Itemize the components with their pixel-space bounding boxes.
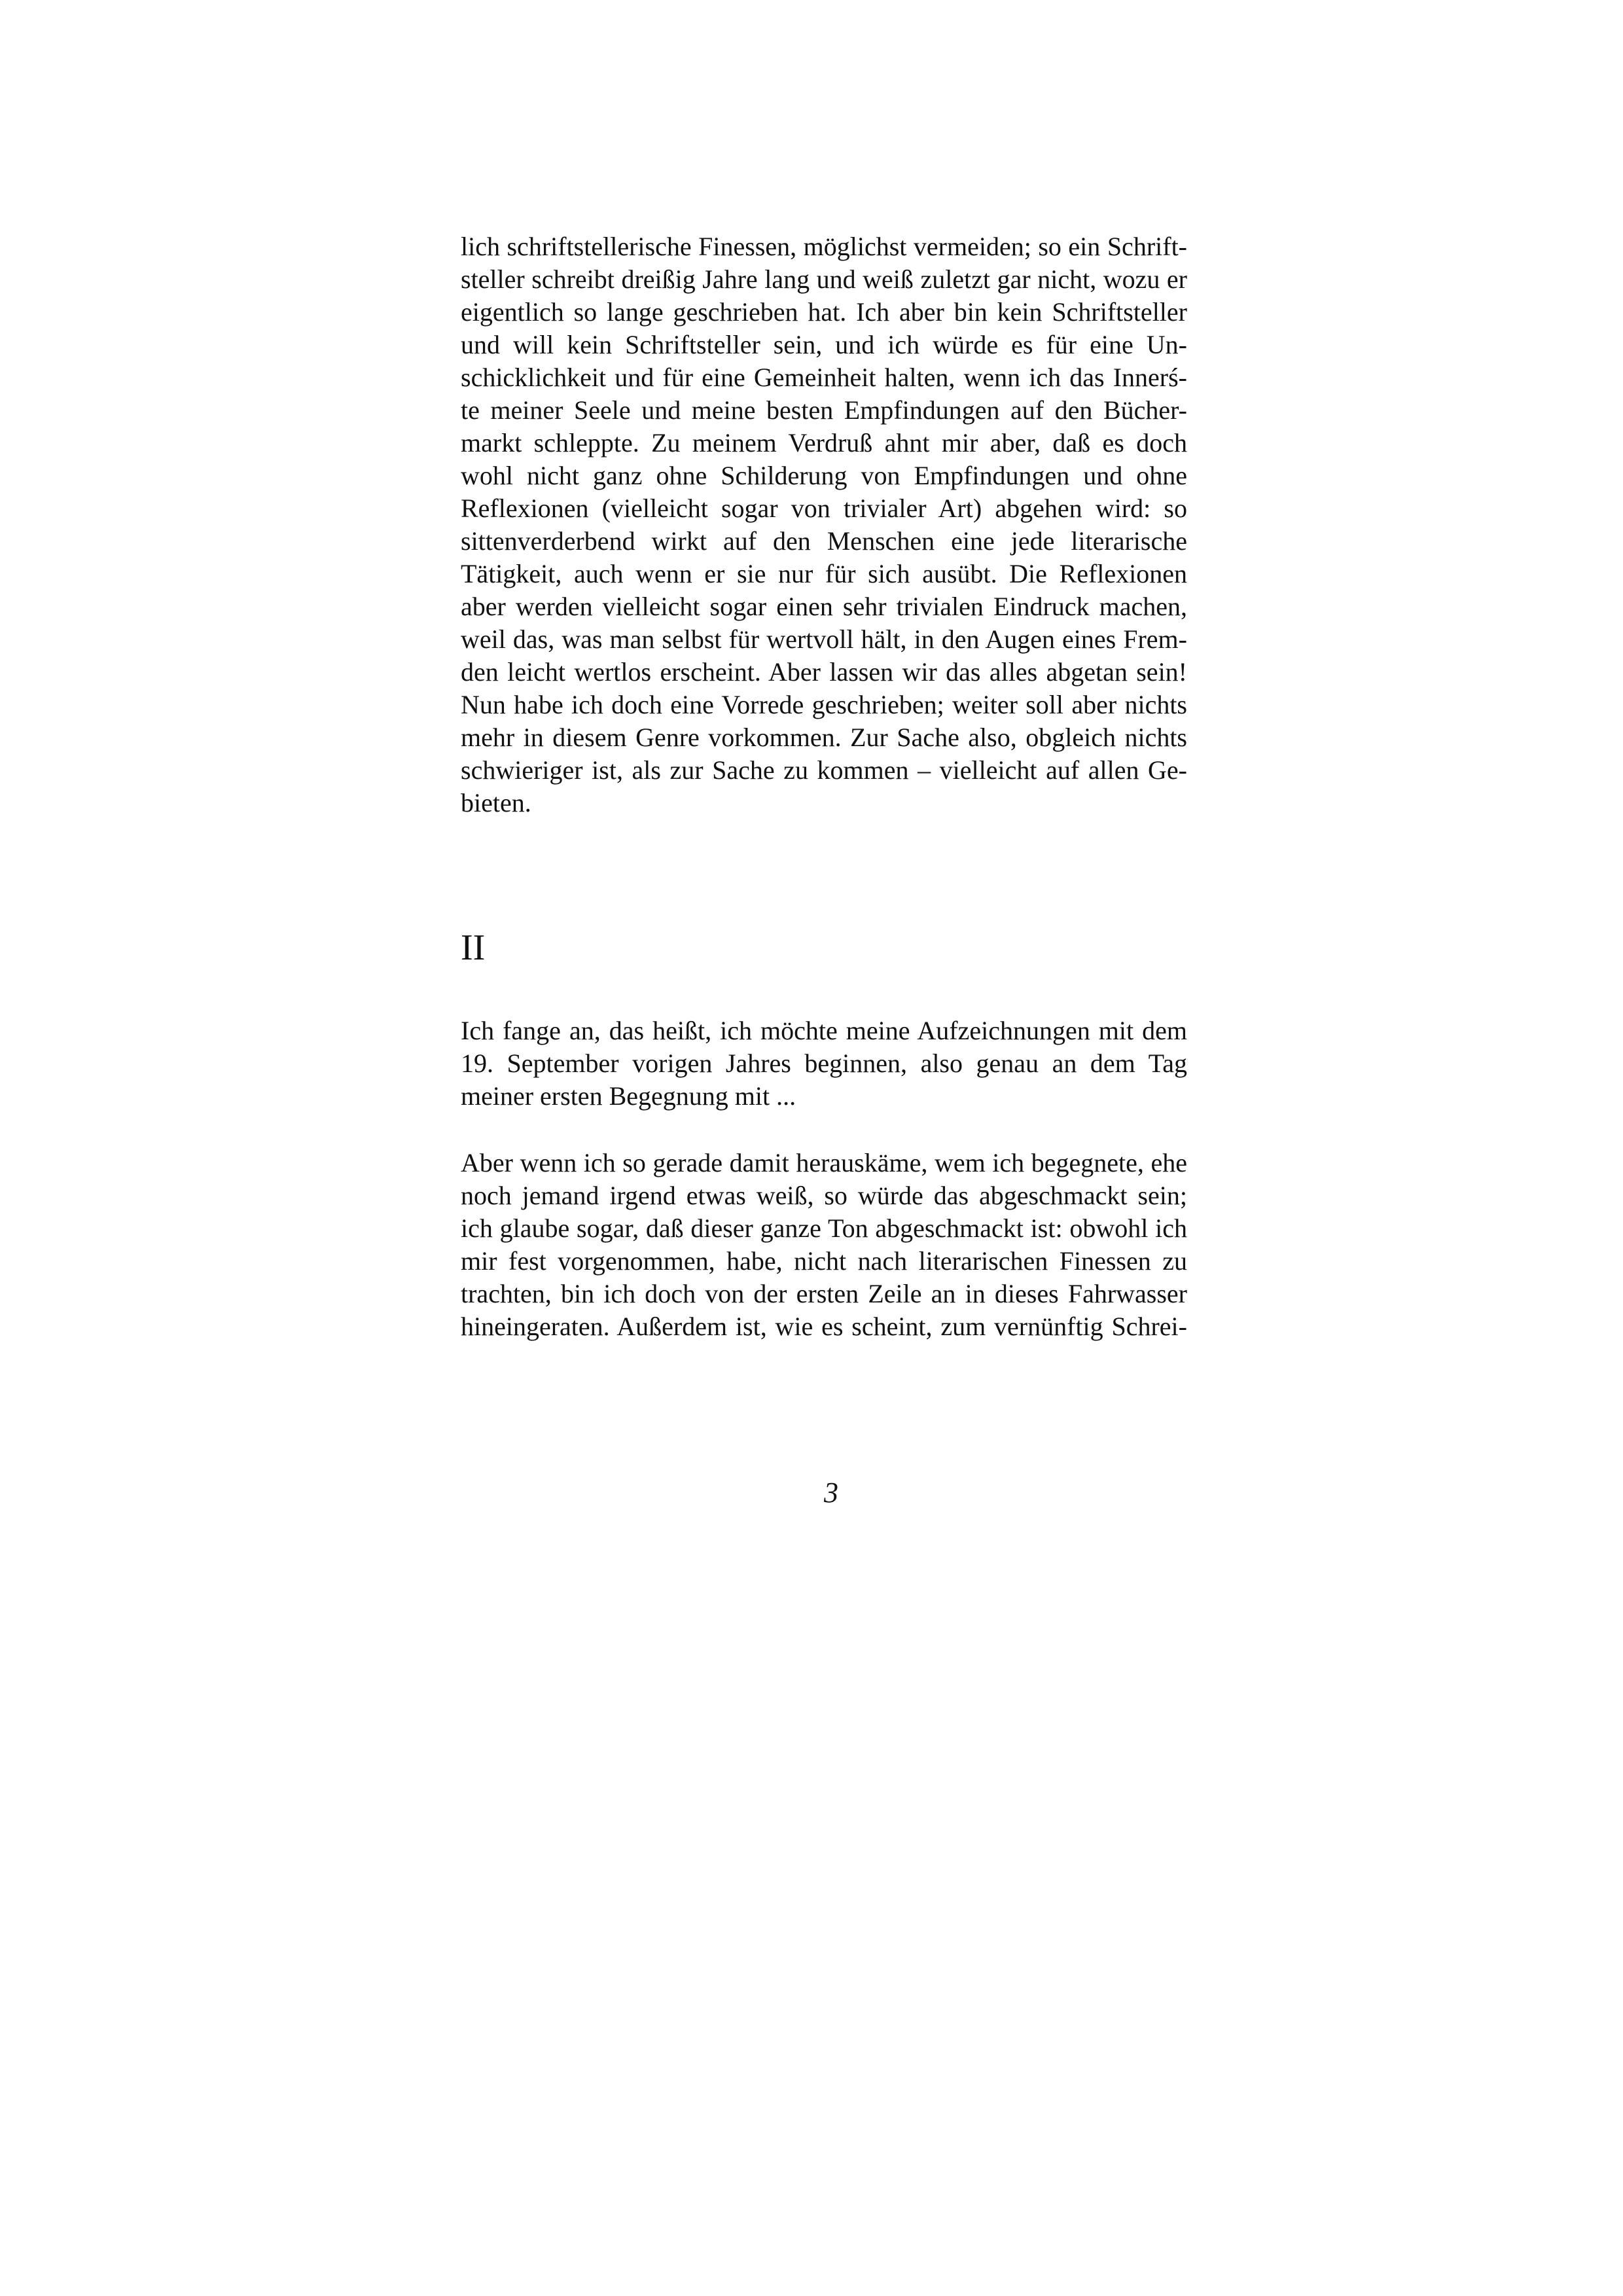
text-line: eigentlich so lange geschrieben hat. Ich aber bin kein Schriftsteller bbox=[461, 297, 1187, 327]
text-line: steller schreibt dreißig Jahre lang und weiß zuletzt gar nicht, wozu er bbox=[461, 264, 1187, 294]
text-line: aber werden vielleicht sogar einen sehr trivialen Eindruck machen, bbox=[461, 592, 1187, 621]
text-line: noch jemand irgend etwas weiß, so würde das abgeschmackt sein; bbox=[461, 1181, 1187, 1210]
text-line: ich glaube sogar, daß dieser ganze Ton abgeschmackt ist: obwohl ich bbox=[461, 1213, 1187, 1243]
page-number: 3 bbox=[824, 1477, 838, 1509]
chapter-heading: II bbox=[461, 927, 486, 968]
paragraph-preface-end bbox=[461, 230, 1187, 819]
text-line: Ich fange an, das heißt, ich möchte meine Aufzeichnungen mit dem bbox=[461, 1016, 1187, 1045]
text-line: Aber wenn ich so gerade damit herauskäme, wem ich begegnete, ehe bbox=[461, 1148, 1187, 1177]
text-line: 19. September vorigen Jahres beginnen, also genau an dem Tag bbox=[461, 1049, 1187, 1078]
text-line: hineingeraten. Außerdem ist, wie es scheint, zum vernünftig Schrei- bbox=[461, 1312, 1187, 1341]
paragraph-continuation bbox=[461, 1147, 1187, 1343]
text-line: wohl nicht ganz ohne Schilderung von Empfindungen und ohne bbox=[461, 461, 1187, 490]
text-line: mir fest vorgenommen, habe, nicht nach literarischen Finessen zu bbox=[461, 1246, 1187, 1276]
text-line: schwieriger ist, als zur Sache zu kommen – vielleicht auf allen Ge- bbox=[461, 755, 1187, 785]
text-line: bieten. bbox=[461, 788, 531, 817]
text-line: den leicht wertlos erscheint. Aber lassen wir das alles abgetan sein! bbox=[461, 657, 1187, 687]
text-line: trachten, bin ich doch von der ersten Zeile an in dieses Fahrwasser bbox=[461, 1279, 1187, 1308]
text-line: sittenverderbend wirkt auf den Menschen eine jede literarische bbox=[461, 526, 1187, 556]
text-line: und will kein Schriftsteller sein, und ich würde es für eine Un- bbox=[461, 330, 1187, 359]
text-line: schicklichkeit und für eine Gemeinheit halten, wenn ich das Innerś- bbox=[461, 363, 1187, 392]
text-line: mehr in diesem Genre vorkommen. Zur Sache also, obgleich nichts bbox=[461, 723, 1187, 752]
text-line: Reflexionen (vielleicht sogar von trivialer Art) abgehen wird: so bbox=[461, 493, 1187, 523]
text-line: te meiner Seele und meine besten Empfindungen auf den Bücher- bbox=[461, 395, 1187, 425]
text-line: Nun habe ich doch eine Vorrede geschrieben; weiter soll aber nichts bbox=[461, 690, 1187, 719]
text-line: Tätigkeit, auch wenn er sie nur für sich ausübt. Die Reflexionen bbox=[461, 559, 1187, 588]
text-line: meiner ersten Begegnung mit ... bbox=[461, 1081, 796, 1111]
text-line: lich schriftstellerische Finessen, möglichst vermeiden; so ein Schrift- bbox=[461, 232, 1187, 261]
text-line: markt schleppte. Zu meinem Verdruß ahnt mir aber, daß es doch bbox=[461, 428, 1187, 457]
paragraph-chapter-opening bbox=[461, 1014, 1187, 1113]
text-line: weil das, was man selbst für wertvoll hält, in den Augen eines Frem- bbox=[461, 624, 1187, 654]
